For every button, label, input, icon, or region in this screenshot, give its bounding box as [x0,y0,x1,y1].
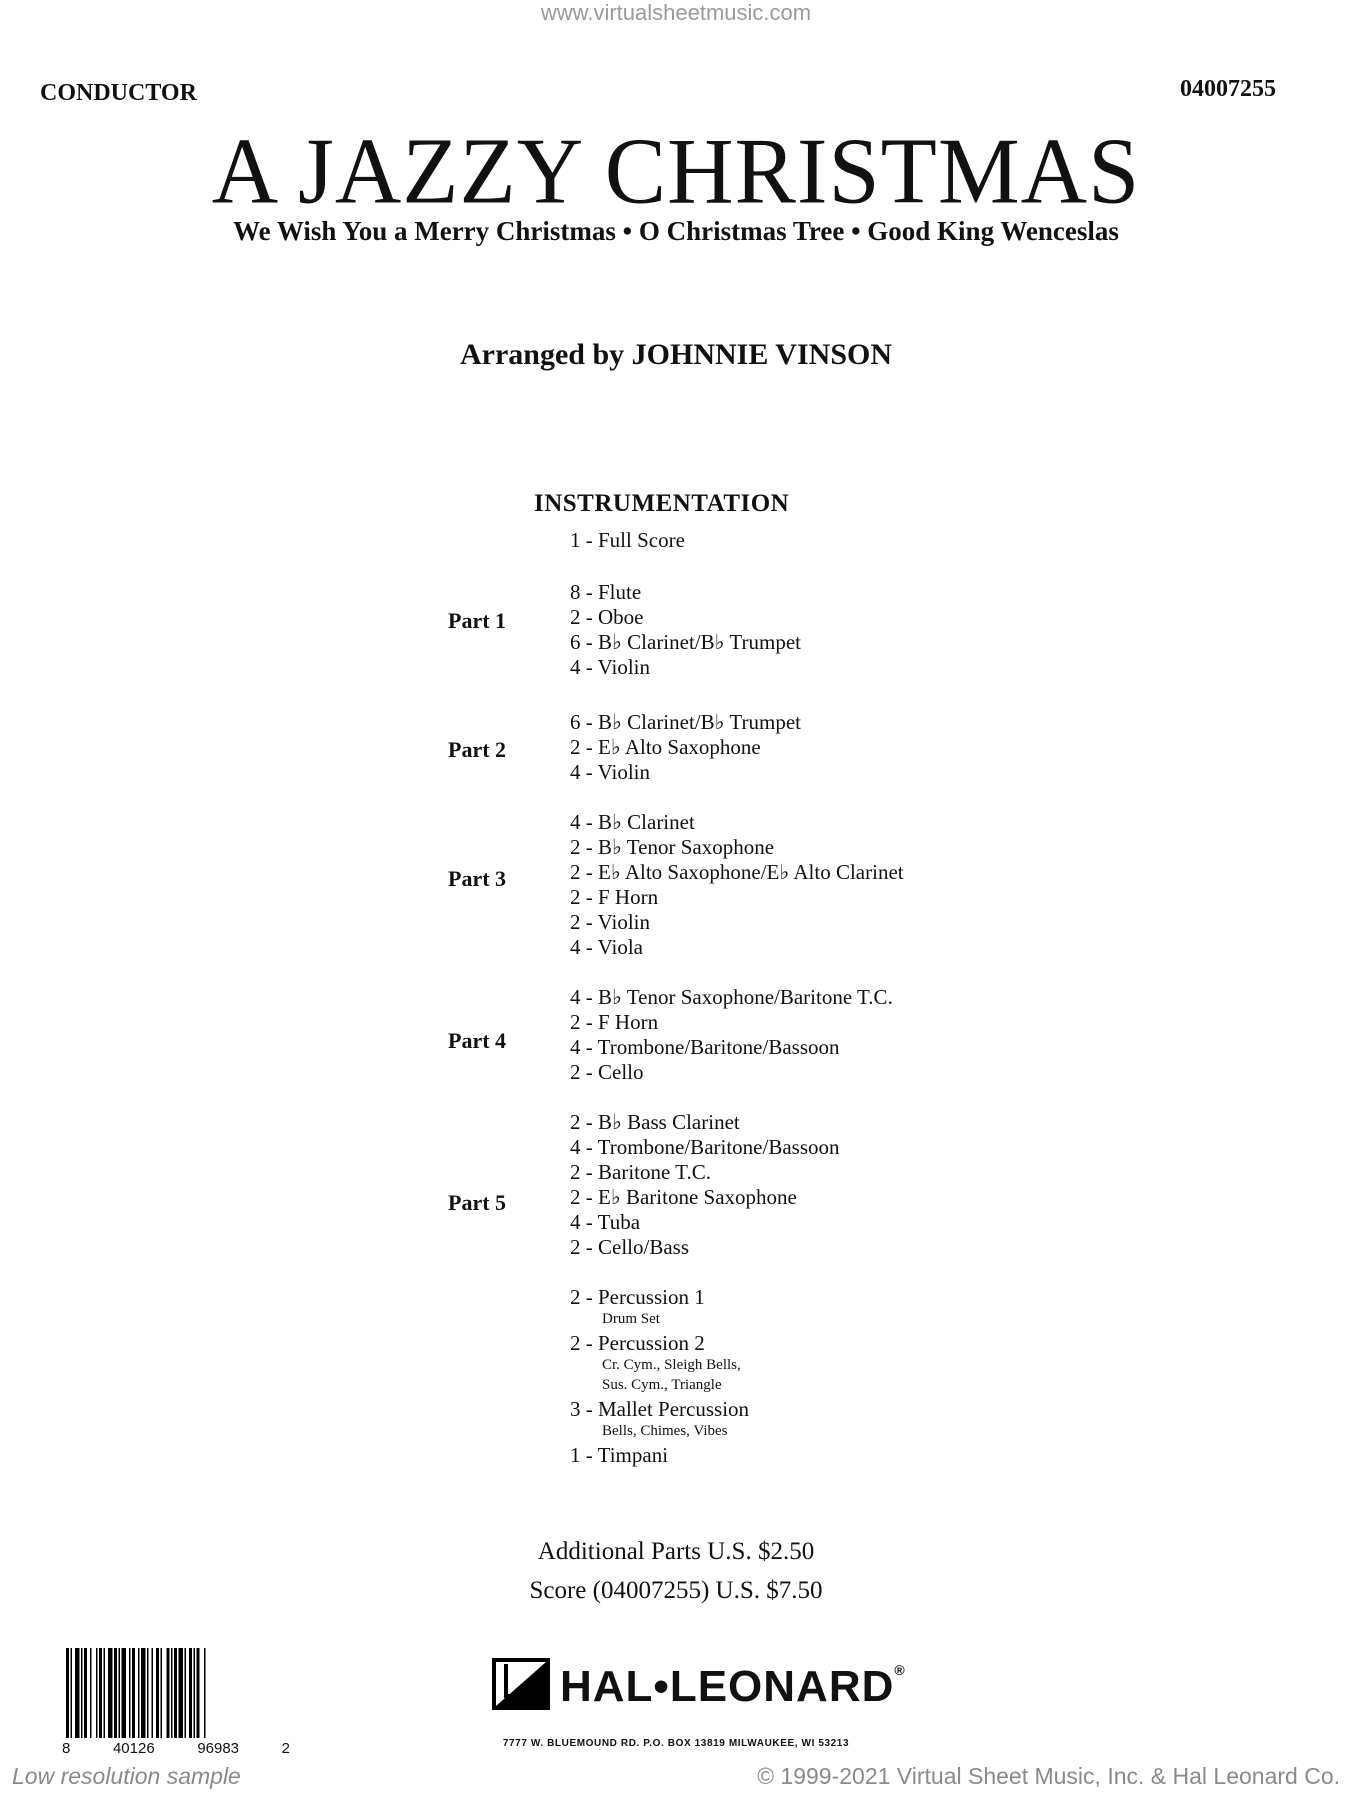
list-item: 8 - Flute [570,580,642,604]
barcode-icon [62,1648,290,1740]
score-price: Score (04007255) U.S. $7.50 [529,1577,823,1604]
low-resolution-notice: Low resolution sample [12,1763,241,1789]
hal-leonard-logo [490,1656,906,1722]
arranger-credit: Arranged by JOHNNIE VINSON [460,338,892,371]
list-item: 4 - Violin [570,760,651,784]
page-title: A JAZZY CHRISTMAS [211,118,1141,224]
percussion-1-line: 2 - Percussion 1 [570,1285,705,1309]
part-2-label: Part 2 [448,737,507,762]
additional-parts-price: Additional Parts U.S. $2.50 [537,1538,815,1565]
list-item: 2 - B♭ Bass Clarinet [570,1110,740,1134]
mallet-percussion-line: 3 - Mallet Percussion [570,1397,750,1421]
list-item: 4 - B♭ Clarinet [570,810,695,834]
list-item: 2 - Cello [570,1060,644,1084]
list-item: 2 - Cello/Bass [570,1235,689,1259]
copyright-notice: © 1999-2021 Virtual Sheet Music, Inc. & Hal Leonard Co. [757,1763,1340,1789]
list-item: 4 - Viola [570,935,644,959]
percussion-1-detail: Drum Set [602,1311,660,1327]
list-item: 2 - Violin [570,910,651,934]
percussion-2-detail-1: Cr. Cym., Sleigh Bells, [602,1357,741,1373]
subtitle-songs: We Wish You a Merry Christmas • O Christmas Tree • Good King Wenceslas [233,216,1119,246]
conductor-label: CONDUCTOR [40,80,197,106]
catalog-code: 04007255 [1180,76,1276,102]
part-4-label: Part 4 [448,1028,507,1053]
list-item: 6 - B♭ Clarinet/B♭ Trumpet [570,710,801,734]
percussion-2-detail-2: Sus. Cym., Triangle [602,1377,722,1393]
hal-leonard-emblem-icon [490,1656,552,1712]
barcode-digit-group: 8 [62,1740,71,1757]
list-item: 2 - Oboe [570,605,644,629]
publisher-address: 7777 W. BLUEMOUND RD. P.O. BOX 13819 MILWAUKEE, WI 53213 [502,1738,850,1749]
part-3-label: Part 3 [448,866,507,891]
registered-mark: ® [894,1662,906,1678]
full-score-line: 1 - Full Score [570,528,685,552]
barcode-digit-group: 96983 [197,1740,240,1757]
list-item: 4 - Trombone/Baritone/Bassoon [570,1135,840,1159]
part-1-label: Part 1 [448,608,507,633]
list-item: 2 - E♭ Baritone Saxophone [570,1185,797,1209]
mallet-percussion-detail: Bells, Chimes, Vibes [602,1423,728,1439]
list-item: 4 - B♭ Tenor Saxophone/Baritone T.C. [570,985,893,1009]
list-item: 4 - Tuba [570,1210,641,1234]
barcode-digit-group: 40126 [112,1740,155,1757]
list-item: 2 - E♭ Alto Saxophone/E♭ Alto Clarinet [570,860,904,884]
barcode-digit-group: 2 [281,1740,290,1757]
watermark-url: www.virtualsheetmusic.com [540,0,812,25]
list-item: 2 - Baritone T.C. [570,1160,711,1184]
list-item: 2 - F Horn [570,885,659,909]
list-item: 2 - F Horn [570,1010,659,1034]
list-item: 2 - E♭ Alto Saxophone [570,735,761,759]
list-item: 2 - B♭ Tenor Saxophone [570,835,775,859]
instrumentation-heading: INSTRUMENTATION [534,490,790,517]
hal-leonard-name: HAL•LEONARD [560,1662,895,1711]
list-item: 6 - B♭ Clarinet/B♭ Trumpet [570,630,801,654]
list-item: 4 - Violin [570,655,651,679]
timpani-line: 1 - Timpani [570,1443,669,1467]
percussion-2-line: 2 - Percussion 2 [570,1331,705,1355]
part-5-label: Part 5 [448,1190,507,1215]
list-item: 4 - Trombone/Baritone/Bassoon [570,1035,840,1059]
hal-leonard-wordmark [560,1662,906,1712]
